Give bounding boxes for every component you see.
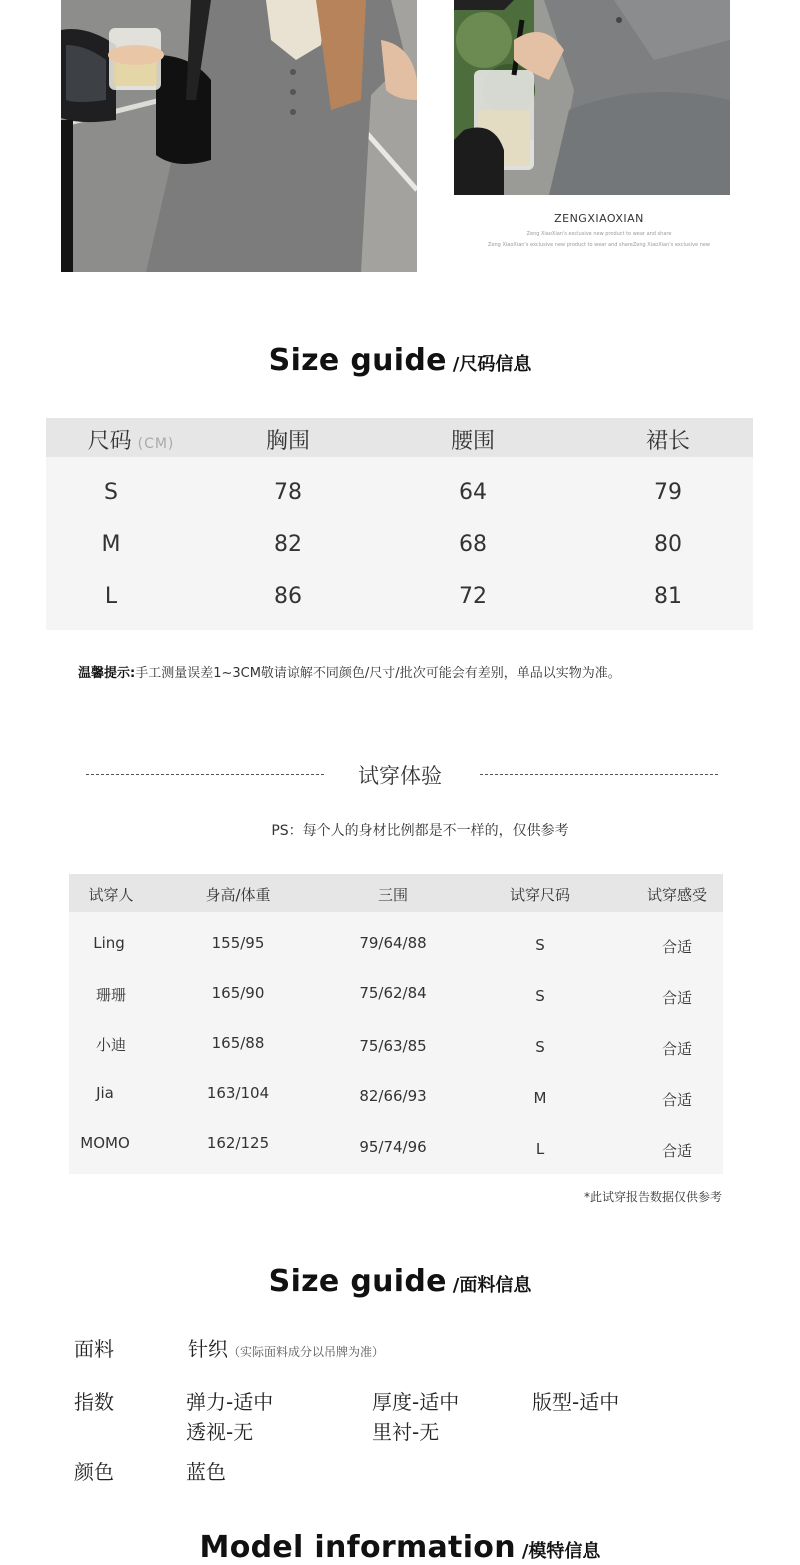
divider-right: [480, 774, 718, 775]
size-cell: 64: [459, 480, 487, 505]
color-value: 蓝色: [186, 1460, 226, 1484]
fabric-value: 针织: [188, 1337, 228, 1361]
detail-photo-illustration: [454, 0, 730, 195]
tryon-cell: 165/88: [211, 1034, 265, 1052]
fabric-heading: [0, 1264, 800, 1299]
tryon-ps: PS：每个人的身材比例都是不一样的，仅供参考: [271, 823, 569, 839]
tryon-cell: 合适: [661, 989, 692, 1007]
size-guide-title: Size guide: [268, 343, 447, 378]
note-label: 温馨提示:: [78, 666, 136, 681]
tryon-cell: M: [533, 1089, 547, 1107]
size-unit: (CM): [137, 436, 175, 452]
tryon-cell: 珊珊: [95, 986, 126, 1004]
size-guide-subtitle: /尺码信息: [452, 354, 532, 375]
size-header-size: 尺码 (CM): [87, 429, 175, 454]
tryon-cell: 163/104: [206, 1084, 270, 1102]
size-header-bust: 胸围: [265, 429, 310, 454]
model-info-subtitle: /模特信息: [521, 1541, 601, 1562]
size-cell: 80: [654, 532, 682, 557]
size-cell: 81: [654, 584, 682, 609]
tryon-cell: Ling: [93, 934, 125, 952]
tryon-header-measurements: 三围: [377, 886, 408, 904]
tryon-table: [69, 874, 723, 1174]
model-info-title: Model information: [199, 1530, 516, 1565]
tryon-cell: 165/90: [211, 984, 265, 1002]
fabric-note: （实际面料成分以吊牌为准）: [228, 1345, 385, 1359]
tryon-cell: MOMO: [80, 1134, 130, 1152]
color-label: 颜色: [74, 1460, 114, 1484]
index-lining: 里衬-无: [372, 1420, 440, 1444]
fabric-value-line: [188, 1333, 384, 1362]
tryon-cell: S: [535, 1038, 545, 1056]
size-cell: M: [101, 532, 121, 557]
brand-tagline-long: Zeng XiaoXian's exclusive new product to wear and shareZeng XiaoXian's exclusive new: [488, 242, 710, 248]
tryon-cell: 155/95: [211, 934, 265, 952]
fabric-title: Size guide: [268, 1264, 447, 1299]
size-cell: 78: [274, 480, 302, 505]
index-elasticity: 弹力-适中: [186, 1390, 274, 1414]
tryon-cell: Jia: [96, 1084, 114, 1102]
tryon-cell: L: [535, 1140, 545, 1158]
tryon-cell: 79/64/88: [359, 934, 427, 952]
tryon-cell: S: [535, 936, 545, 954]
tryon-cell: 75/62/84: [359, 984, 427, 1002]
tryon-cell: 合适: [661, 1040, 692, 1058]
size-cell: L: [104, 584, 118, 609]
size-cell: 68: [459, 532, 487, 557]
index-fit: 版型-适中: [532, 1390, 620, 1414]
tryon-cell: 162/125: [206, 1134, 270, 1152]
tryon-header-size: 试穿尺码: [509, 886, 570, 904]
fabric-subtitle: /面料信息: [452, 1275, 532, 1296]
size-table: [46, 418, 753, 630]
fabric-label: 面料: [74, 1337, 114, 1361]
tryon-cell: 小迪: [95, 1036, 126, 1054]
tryon-cell: 95/74/96: [359, 1138, 427, 1156]
product-photo-right: [454, 0, 730, 195]
tryon-cell: 82/66/93: [359, 1087, 427, 1105]
size-header-length: 裙长: [645, 429, 690, 454]
tryon-cell: 75/63/85: [359, 1037, 427, 1055]
tryon-title: 试穿体验: [358, 764, 442, 788]
tryon-header-height-weight: 身高/体重: [205, 886, 271, 904]
tryon-footnote: *此试穿报告数据仅供参考: [583, 1190, 722, 1204]
index-sheer: 透视-无: [186, 1420, 254, 1444]
divider-left: [86, 774, 324, 775]
size-cell: 86: [274, 584, 302, 609]
model-info-heading: [0, 1530, 800, 1565]
size-guide-heading: [0, 343, 800, 378]
model-photo-illustration: [61, 0, 417, 272]
tryon-cell: 合适: [661, 1142, 692, 1160]
index-label: 指数: [74, 1390, 114, 1414]
size-header-waist: 腰围: [450, 429, 495, 454]
tryon-cell: 合适: [661, 938, 692, 956]
brand-name: ZENGXIAOXIAN: [554, 212, 644, 225]
note-text: 手工测量误差1~3CM敬请谅解不同颜色/尺寸/批次可能会有差别，单品以实物为准。: [135, 666, 621, 681]
index-thickness: 厚度-适中: [372, 1390, 460, 1414]
size-cell: 82: [274, 532, 302, 557]
tryon-cell: S: [535, 987, 545, 1005]
size-cell: 79: [654, 480, 682, 505]
size-cell: 72: [459, 584, 487, 609]
product-photo-left: [61, 0, 417, 272]
size-cell: S: [104, 480, 118, 505]
brand-tagline: Zeng XiaoXian's exclusive new product to wear and share: [526, 231, 672, 237]
tryon-header-feel: 试穿感受: [646, 886, 707, 904]
tryon-header-person: 试穿人: [88, 886, 134, 904]
measurement-note: [78, 662, 621, 681]
tryon-cell: 合适: [661, 1091, 692, 1109]
